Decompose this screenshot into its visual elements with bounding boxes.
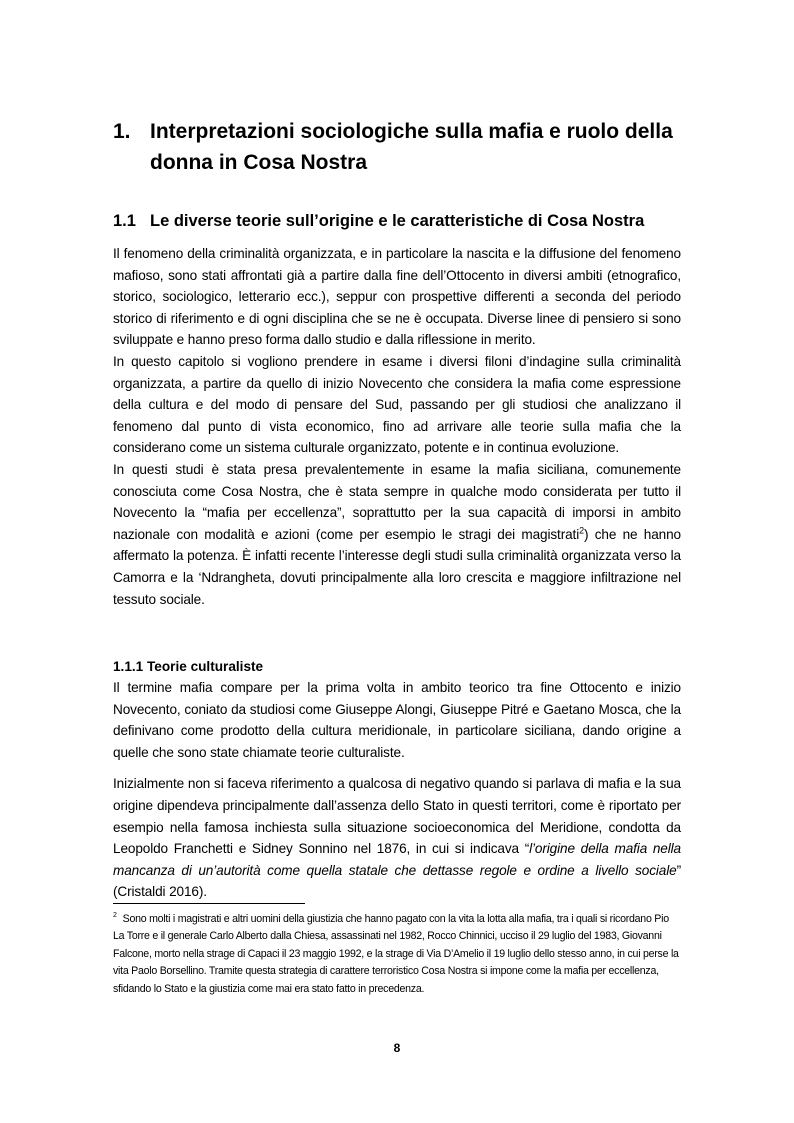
paragraph: In questo capitolo si vogliono prendere in esame i diversi filoni d’indagine sulla criminalità organizzata, a partire da quello di inizio Novecento che considera la mafia come espressione della cultura e del modo di pensare del Sud, passando per gli studiosi che analizzano il fenomeno dal punto di vista economico, fino ad arrivare alle teorie sulla mafia che la considerano come un sistema culturale organizzato, potente e in continua evoluzione.	[113, 353, 681, 456]
section-number: 1.1	[113, 212, 136, 230]
italic-quote: l’origine della mafia nella mancanza di un’autorità come quella statale che dettasse regole e ordine a livello sociale	[113, 841, 681, 878]
paragraph-text: Inizialmente non si faceva riferimento a qualcosa di negativo quando si parlava di mafia e la sua origine dipendeva principalmente dall’assenza dello Stato in questi territori, come è riportato per esempio nella famosa inchiesta sulla situazione socioeconomica del Meridione, condotta da Leopoldo Franchetti e Sidney Sonnino nel 1876, in cui si indicava “	[113, 776, 681, 857]
paragraph: Il termine mafia compare per la prima volta in ambito teorico tra fine Ottocento e inizio Novecento, coniato da studiosi come Giuseppe Alongi, Giuseppe Pitré e Gaetano Mosca, che la definivano come prodotto della cultura meridionale, in particolare siciliana, dando origine a quelle che sono state chiamate teorie culturaliste.	[113, 680, 681, 760]
footnote	[113, 911, 681, 998]
chapter-title: Interpretazioni sociologiche sulla mafia e ruolo della donna in Cosa Nostra	[150, 120, 673, 174]
footnote-reference: 2	[579, 525, 585, 536]
footnote-marker: 2	[113, 912, 117, 920]
footnote-separator	[113, 903, 305, 904]
paragraph-text: ) che ne hanno affermato la potenza. È infatti recente l’interesse degli studi sulla criminalità organizzata verso la Camorra e la ‘Ndrangheta, dovuti principalmente alla loro crescita e maggiore infiltrazione nel tessuto sociale.	[113, 526, 681, 607]
paragraph	[113, 459, 681, 610]
chapter-number: 1.	[113, 120, 131, 143]
paragraph	[113, 773, 681, 903]
section-heading	[113, 209, 693, 233]
chapter-heading	[113, 116, 693, 178]
subsection-heading: 1.1.1 Teorie culturaliste	[113, 659, 264, 674]
subsection-body	[113, 677, 681, 903]
paragraph-text: ” (Cristaldi 2016).	[113, 862, 681, 900]
section-body	[113, 243, 681, 610]
footnote-text: Sono molti i magistrati e altri uomini della giustizia che hanno pagato con la vita la lotta alla mafia, tra i quali si ricordano Pio La Torre e il generale Carlo Alberto dalla Chiesa, assassinati nel 1982, Rocco Chinnici, ucciso il 29 luglio del 1983, Giovanni Falcone, morto nella strage di Capaci il 23 maggio 1992, e la strage di Via D’Amelio il 19 luglio dello stesso anno, in cui perse la vita Paolo Borsellino. Tramite questa strategia di carattere terroristico Cosa Nostra si impone come la mafia per eccellenza, sfidando lo Stato e la giustizia come mai era stato fatto in precedenza.	[113, 913, 679, 995]
paragraph-text: In questi studi è stata presa prevalentemente in esame la mafia siciliana, comunemente conosciuta come Cosa Nostra, che è stata sempre in qualche modo considerata per tutto il Novecento la “mafia per eccellenza”, soprattutto per la sua capacità di imporsi in ambito nazionale con modalità e azioni (come per esempio le stragi dei magistrati	[113, 461, 681, 542]
page-number: 8	[393, 1041, 401, 1055]
paragraph: Il fenomeno della criminalità organizzata, e in particolare la nascita e la diffusione del fenomeno mafioso, sono stati affrontati già a partire dalla fine dell’Ottocento in diversi ambiti (etnografico, storico, sociologico, letterario ecc.), seppur con prospettive differenti a seconda del periodo storico di riferimento e di ogni disciplina che se ne è occupata. Diverse linee di pensiero si sono sviluppate e hanno preso forma dallo studio e dalla riflessione in merito.	[113, 246, 681, 348]
section-title: Le diverse teorie sull’origine e le caratteristiche di Cosa Nostra	[150, 212, 645, 230]
